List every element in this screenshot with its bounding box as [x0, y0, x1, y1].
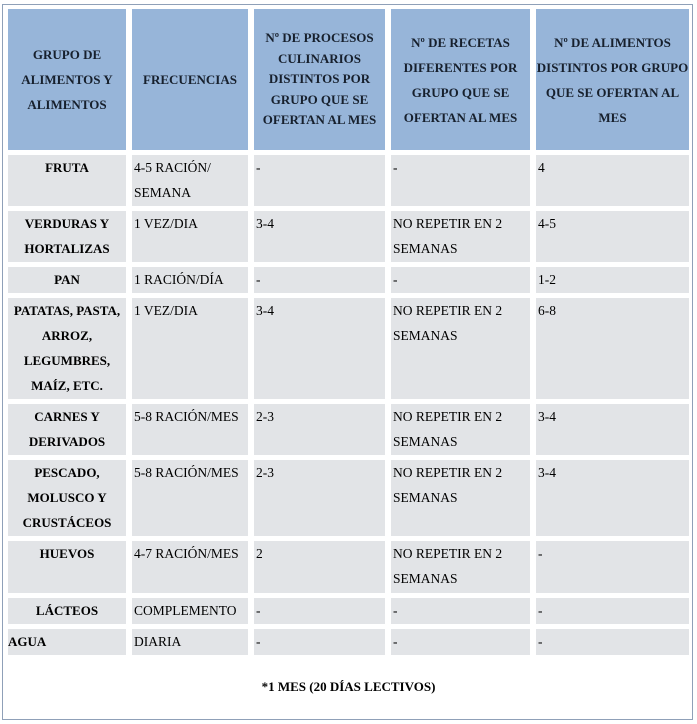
header-recetas: Nº DE RECETAS DIFERENTES POR GRUPO QUE SE OFERTAN AL MES	[391, 9, 536, 155]
header-procesos: Nº DE PROCESOS CULINARIOS DISTINTOS POR GRUPO QUE SE OFERTAN AL MES	[254, 9, 391, 155]
table-row	[8, 404, 689, 460]
recetas-cell: -	[391, 267, 536, 298]
recetas-cell: NO REPETIR EN 2 SEMANAS	[391, 541, 536, 598]
food-group-cell: CARNES Y DERIVADOS	[8, 404, 132, 460]
procesos-cell: -	[254, 598, 391, 629]
table-row	[8, 460, 689, 541]
table-row	[8, 211, 689, 267]
procesos-cell: 2	[254, 541, 391, 598]
procesos-cell: -	[254, 629, 391, 660]
recetas-cell: NO REPETIR EN 2 SEMANAS	[391, 460, 536, 541]
recetas-cell: NO REPETIR EN 2 SEMANAS	[391, 404, 536, 460]
food-group-cell: PATATAS, PASTA, ARROZ, LEGUMBRES, MAÍZ, ETC.	[8, 298, 132, 404]
procesos-cell: -	[254, 155, 391, 211]
alimentos-cell: -	[536, 629, 689, 660]
header-grupo: GRUPO DE ALIMENTOS Y ALIMENTOS	[8, 9, 132, 155]
procesos-cell: 2-3	[254, 404, 391, 460]
food-frequency-table	[8, 9, 689, 660]
alimentos-cell: 4	[536, 155, 689, 211]
recetas-cell: -	[391, 155, 536, 211]
footnote: *1 MES (20 DÍAS LECTIVOS)	[261, 679, 436, 694]
table-row	[8, 155, 689, 211]
header-frecuencias: FRECUENCIAS	[132, 9, 254, 155]
food-group-cell: VERDURAS Y HORTALIZAS	[8, 211, 132, 267]
recetas-cell: NO REPETIR EN 2 SEMANAS	[391, 298, 536, 404]
table-row	[8, 629, 689, 660]
recetas-cell: NO REPETIR EN 2 SEMANAS	[391, 211, 536, 267]
food-group-cell: HUEVOS	[8, 541, 132, 598]
food-group-cell: LÁCTEOS	[8, 598, 132, 629]
frequency-cell: 5-8 RACIÓN/MES	[132, 460, 254, 541]
table-row	[8, 541, 689, 598]
alimentos-cell: 3-4	[536, 404, 689, 460]
frequency-cell: 4-5 RACIÓN/ SEMANA	[132, 155, 254, 211]
alimentos-cell: 3-4	[536, 460, 689, 541]
alimentos-cell: -	[536, 541, 689, 598]
food-group-cell: AGUA	[8, 629, 132, 660]
table-header-row	[8, 9, 689, 155]
procesos-cell: -	[254, 267, 391, 298]
recetas-cell: -	[391, 598, 536, 629]
alimentos-cell: 4-5	[536, 211, 689, 267]
frequency-cell: 1 RACIÓN/DÍA	[132, 267, 254, 298]
procesos-cell: 3-4	[254, 298, 391, 404]
frequency-cell: 5-8 RACIÓN/MES	[132, 404, 254, 460]
procesos-cell: 3-4	[254, 211, 391, 267]
table-row	[8, 298, 689, 404]
frequency-cell: 1 VEZ/DIA	[132, 211, 254, 267]
frequency-cell: 4-7 RACIÓN/MES	[132, 541, 254, 598]
frequency-cell: 1 VEZ/DIA	[132, 298, 254, 404]
table-row	[8, 267, 689, 298]
table-row	[8, 598, 689, 629]
procesos-cell: 2-3	[254, 460, 391, 541]
alimentos-cell: 1-2	[536, 267, 689, 298]
recetas-cell: -	[391, 629, 536, 660]
alimentos-cell: 6-8	[536, 298, 689, 404]
alimentos-cell: -	[536, 598, 689, 629]
food-group-cell: PAN	[8, 267, 132, 298]
food-group-cell: FRUTA	[8, 155, 132, 211]
food-group-cell: PESCADO, MOLUSCO Y CRUSTÁCEOS	[8, 460, 132, 541]
frequency-cell: DIARIA	[132, 629, 254, 660]
header-alimentos: Nº DE ALIMENTOS DISTINTOS POR GRUPO QUE SE OFERTAN AL MES	[536, 9, 689, 155]
frequency-cell: COMPLEMENTO	[132, 598, 254, 629]
